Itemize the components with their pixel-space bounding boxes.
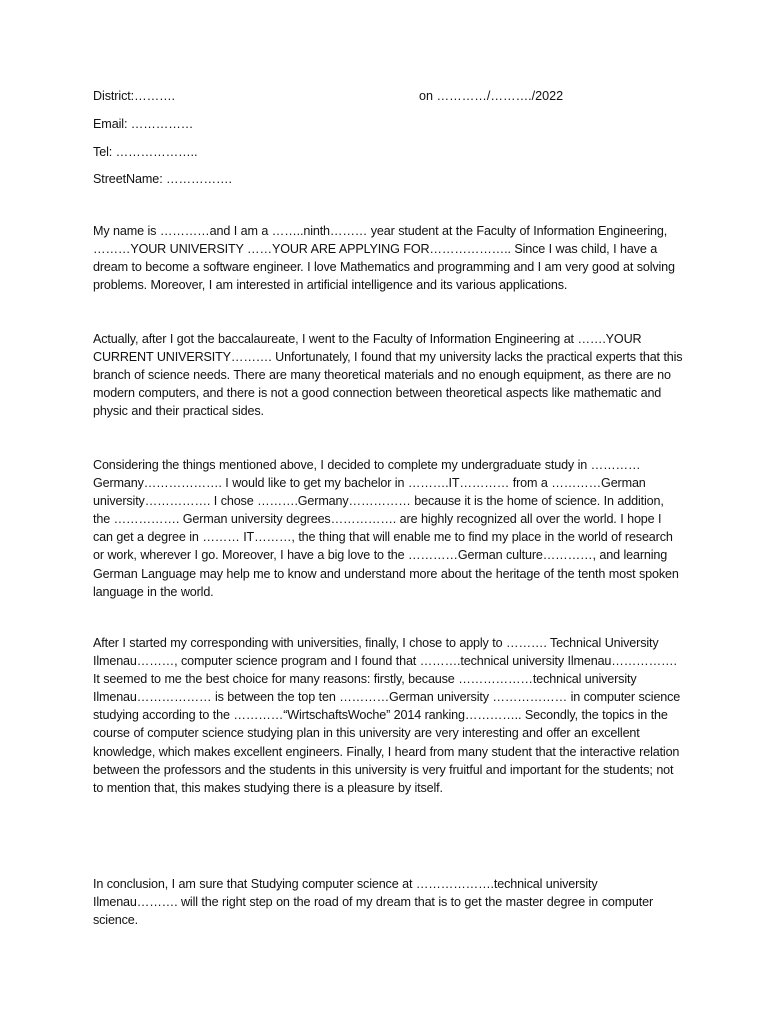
paragraph-introduction: My name is …………and I am a ……..ninth……… year student at the Faculty of Information Engineering, ………YOUR UNIVERSITY ……YOUR ARE APPLYING FOR……………….. Since I was child, I have a dream to become a software engineer. I love Mathematics and programming and I am very good at solving problems. Moreover, I am interested in artificial intelligence and its various applications. [93, 224, 675, 293]
tel-line: Tel: ……………….. [93, 145, 198, 159]
date-line: on …………/………./2022 [419, 89, 564, 103]
paragraph-conclusion: In conclusion, I am sure that Studying computer science at ……………….technical university Ilmenau………. will the right step on the road of my dream that is to get the master degree in computer science. [93, 877, 653, 928]
paragraph-ilmenau: After I started my corresponding with universities, finally, I chose to apply to ………. Technical University Ilmenau………, computer science program and I found that ……….technical university Ilmenau……………. It seemed to me the best choice for many reasons: firstly, because ………………technical university Ilmenau……………… is between the top ten …………German university ……………… in computer science studying according to the …………“WirtschaftsWoche” 2014 ranking………….. Secondly, the topics in the course of computer science studying plan in this university are very interesting and offer an excellent knowledge, which makes excellent engineers. Finally, I heard from many student that the interactive relation between the professors and the students in this university is very fruitful and important for the students; not to mention that, this makes studying there is a pleasure by itself. [93, 636, 681, 795]
district-line: District:………. [93, 89, 175, 103]
email-line: Email: …………… [93, 117, 194, 131]
paragraph-current-university: Actually, after I got the baccalaureate, I went to the Faculty of Information Engineering at …….YOUR CURRENT UNIVERSITY………. Unfortunately, I found that my university lacks the practical experts that this branch of science needs. There are many theoretical materials and no enough equipment, as there are no modern computers, and there is not a good connection between theoretical aspects like mathematic and physic and their practical sides. [93, 332, 683, 419]
paragraph-germany: Considering the things mentioned above, I decided to complete my undergraduate study in …………Germany………………. I would like to get my bachelor in ……….IT………… from a …………German university……………. I chose ……….Germany…………… because it is the home of science. In addition, the ……………. German university degrees……………. are highly recognized all over the world. I hope I can get a degree in ……… IT………, the thing that will enable me to find my place in the world of research or work, wherever I go. Moreover, I have a big love to the …………German culture…………, and learning German Language may help me to know and understand more about the heritage of the tenth most spoken language in the world. [93, 458, 679, 599]
street-line: StreetName: ……………. [93, 172, 232, 186]
